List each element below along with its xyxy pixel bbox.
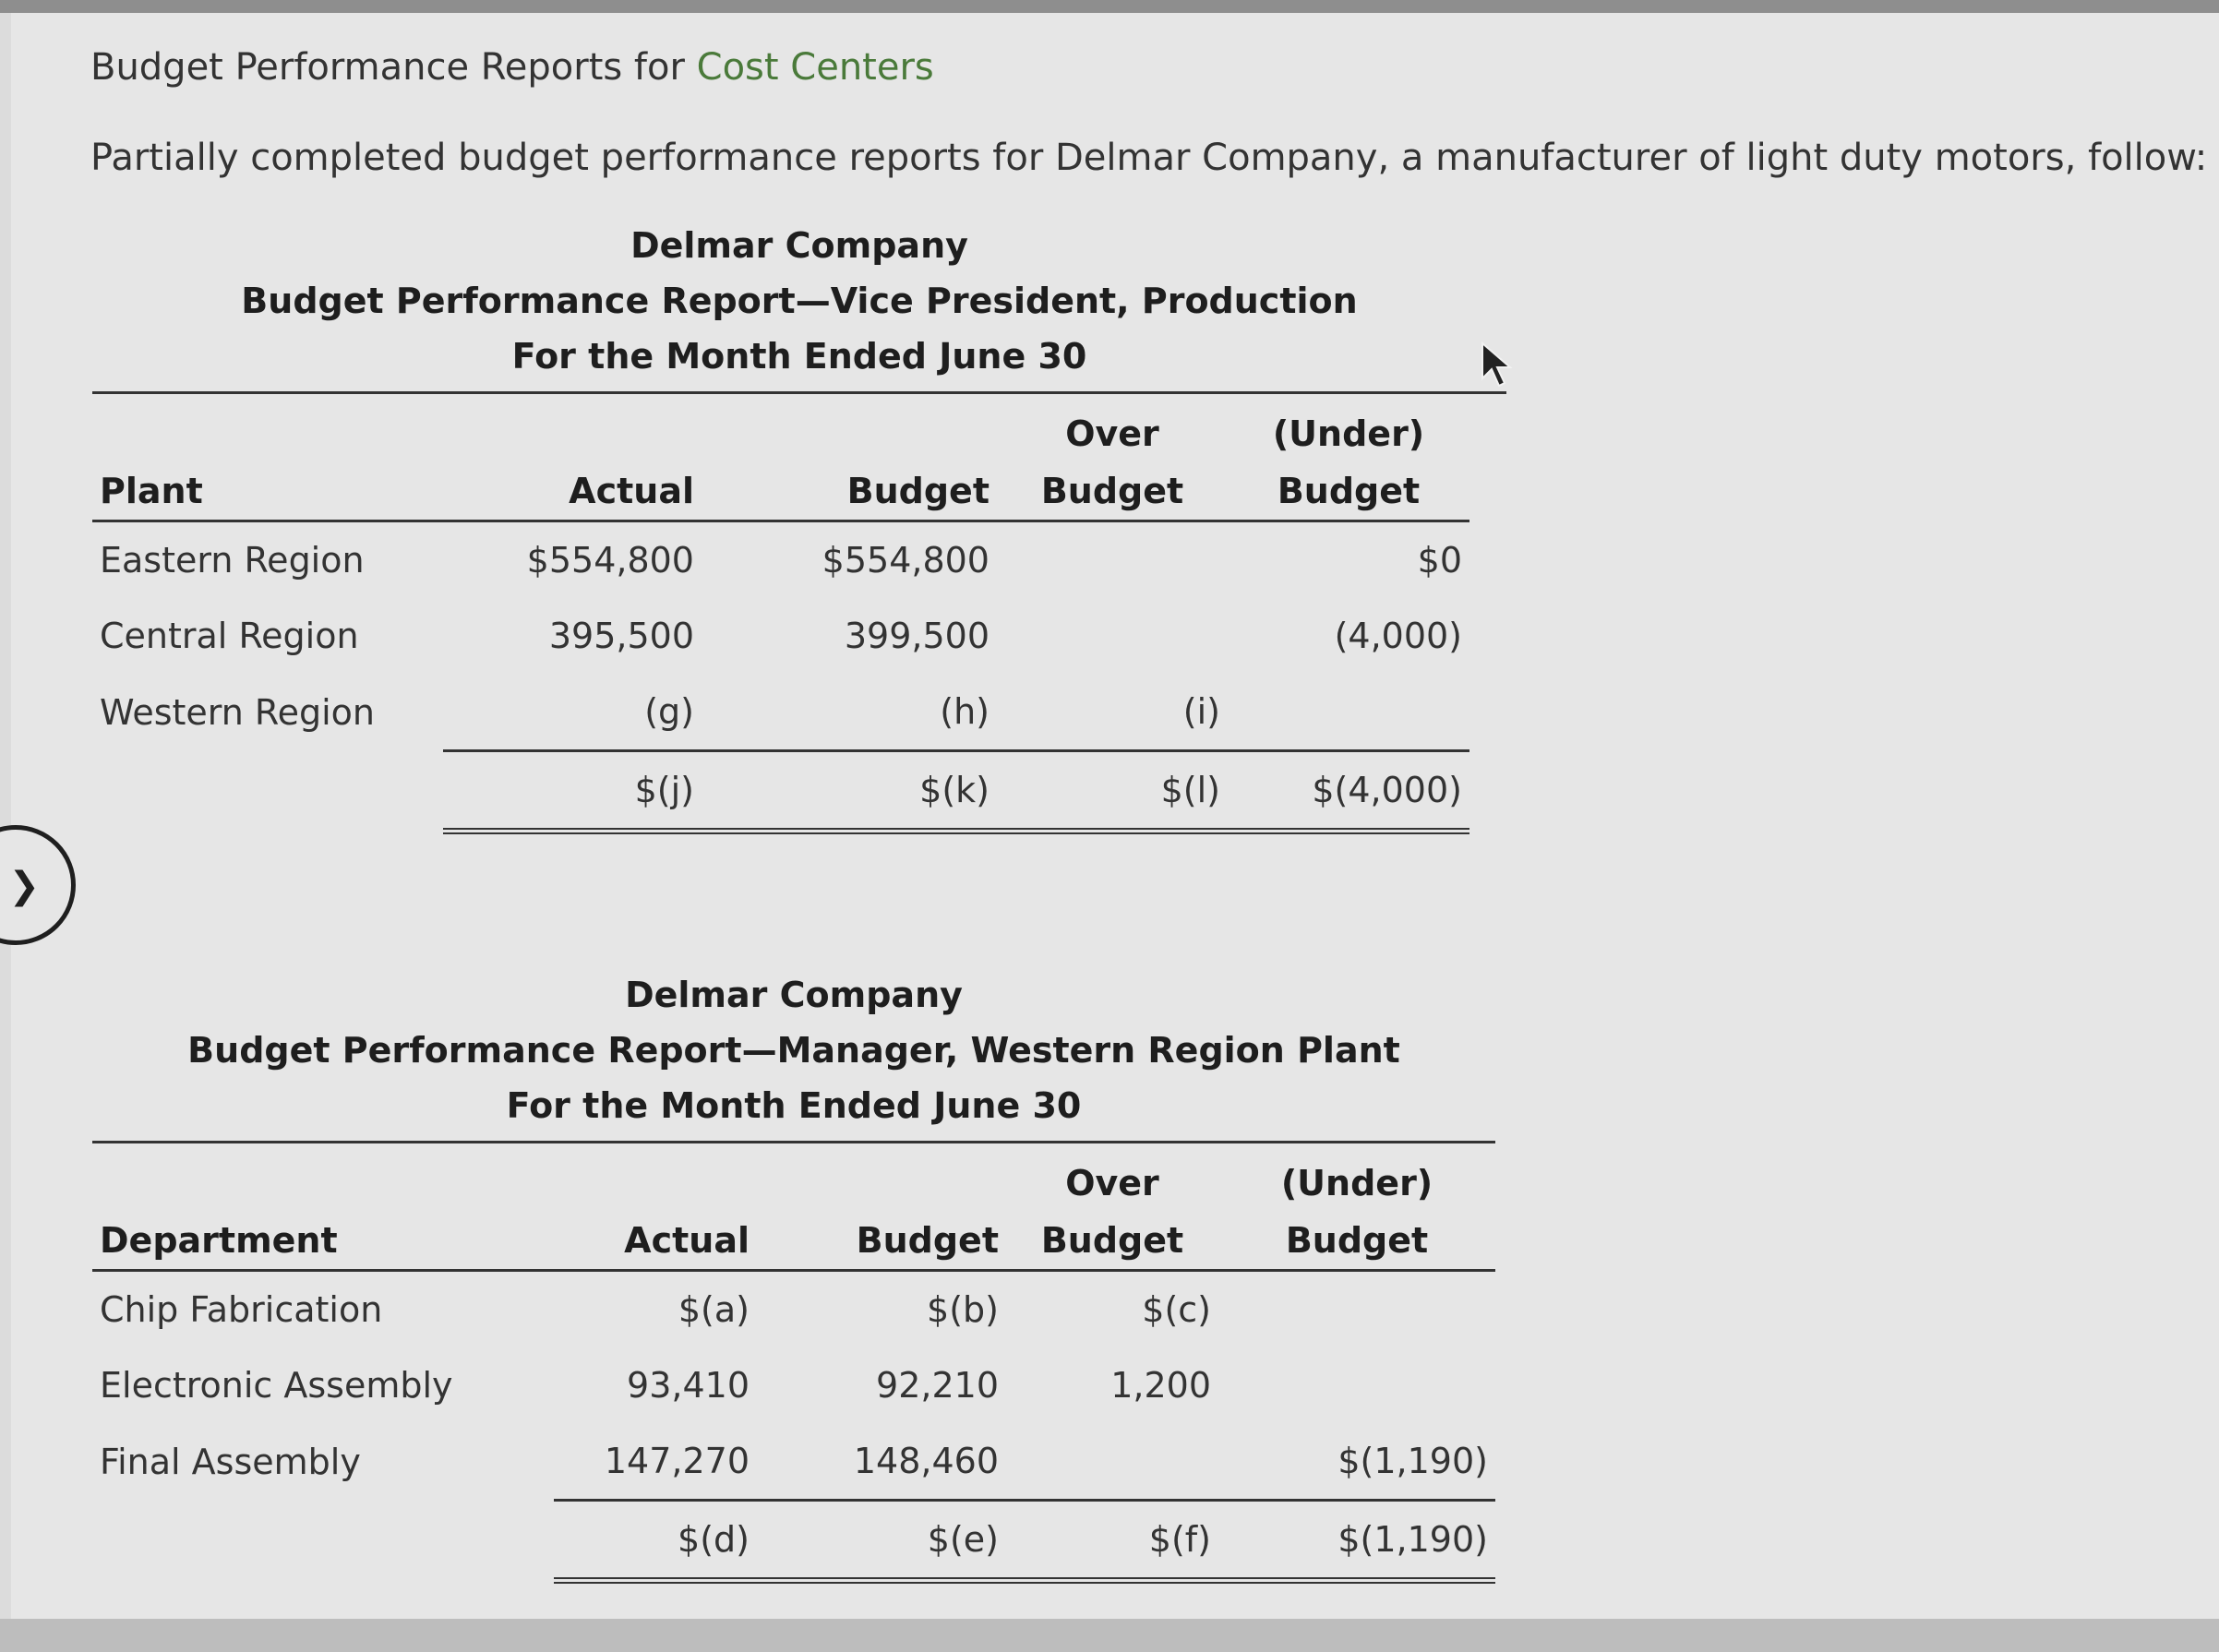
report2-table <box>92 1155 1495 1584</box>
row-label: Electronic Assembly <box>100 1365 453 1406</box>
side-nav-button[interactable] <box>0 825 76 945</box>
report2-header-budget: Budget <box>757 1155 1006 1271</box>
report1-header-actual: Actual <box>443 405 702 521</box>
cursor-arrow-icon <box>1481 341 1514 388</box>
report1-table <box>92 405 1469 834</box>
report2-header-under-bottom: Budget <box>1218 1212 1495 1271</box>
report-western-region-plant <box>92 967 1495 1584</box>
row-label: Final Assembly <box>100 1441 361 1482</box>
total-actual-cell: $(j) <box>443 751 702 832</box>
over-cell <box>997 598 1228 674</box>
total-label-spacer <box>92 1501 554 1581</box>
under-cell <box>1228 674 1469 751</box>
total-row <box>92 1501 1495 1581</box>
row-label: Chip Fabrication <box>100 1289 383 1330</box>
report1-header-over-top: Over <box>1065 413 1159 454</box>
intro-text: Partially completed budget performance reports for Delmar Company, a manufacturer of light duty motors, follow: <box>90 137 2208 179</box>
cost-centers-link[interactable]: Cost Centers <box>696 46 934 89</box>
actual-cell: $(a) <box>678 1289 750 1330</box>
total-over-cell: $(l) <box>997 751 1228 832</box>
report2-title: Budget Performance Report—Manager, Western Region Plant <box>187 1030 1400 1071</box>
report2-header-over-top: Over <box>1065 1163 1159 1203</box>
over-cell <box>1006 1423 1218 1501</box>
report2-header-row-top <box>92 1155 1495 1212</box>
total-budget-cell: $(k) <box>702 751 997 832</box>
budget-cell: 148,460 <box>757 1423 1006 1501</box>
under-cell <box>1218 1271 1495 1348</box>
table-row <box>92 674 1469 751</box>
total-over-cell: $(f) <box>1006 1501 1218 1581</box>
actual-cell: (g) <box>443 674 702 751</box>
total-actual-cell: $(d) <box>554 1501 757 1581</box>
over-cell: 1,200 <box>1110 1365 1211 1406</box>
total-label-spacer <box>92 751 443 832</box>
under-cell: (4,000) <box>1334 616 1462 656</box>
total-budget-cell: $(e) <box>757 1501 1006 1581</box>
actual-cell: $554,800 <box>526 540 694 581</box>
table-row <box>92 1423 1495 1501</box>
report1-header-plant: Plant <box>92 405 443 521</box>
row-label: Central Region <box>100 616 359 656</box>
budget-cell: $554,800 <box>822 540 990 581</box>
report1-header-under-top: (Under) <box>1272 413 1425 454</box>
budget-cell: 92,210 <box>876 1365 999 1406</box>
report2-title-rule <box>92 1141 1495 1143</box>
row-label: Western Region <box>100 691 376 733</box>
report1-header-row-top <box>92 405 1469 462</box>
actual-cell: 93,410 <box>627 1365 750 1406</box>
report2-header-actual: Actual <box>554 1155 757 1271</box>
under-cell <box>1218 1347 1495 1423</box>
table-row <box>92 1347 1495 1423</box>
chevron-right-icon: ❯ <box>8 865 40 907</box>
total-row <box>92 751 1469 832</box>
report1-header-under-bottom: Budget <box>1228 462 1469 521</box>
report-vp-production <box>92 218 1506 834</box>
over-cell: $(c) <box>1142 1289 1211 1330</box>
budget-cell: (h) <box>702 674 997 751</box>
report1-title-rule <box>92 391 1506 394</box>
report2-header-over-bottom: Budget <box>1006 1212 1218 1271</box>
report1-period: For the Month Ended June 30 <box>511 336 1087 377</box>
report2-header-under-top: (Under) <box>1280 1163 1433 1203</box>
bottom-bar <box>0 1619 2219 1652</box>
report1-company: Delmar Company <box>630 225 968 266</box>
report1-header-budget: Budget <box>702 405 997 521</box>
under-cell: $(1,190) <box>1218 1423 1495 1501</box>
over-cell: (i) <box>997 674 1228 751</box>
budget-cell: 399,500 <box>844 616 990 656</box>
table-row <box>92 598 1469 674</box>
budget-cell: $(b) <box>927 1289 999 1330</box>
page-content <box>8 13 2219 1619</box>
under-cell: $0 <box>1417 540 1462 581</box>
table-row <box>92 521 1469 599</box>
total-under-cell: $(1,190) <box>1218 1501 1495 1581</box>
page-heading <box>90 46 934 89</box>
total-under-cell: $(4,000) <box>1228 751 1469 832</box>
report2-company: Delmar Company <box>625 975 963 1015</box>
table-row <box>92 1271 1495 1348</box>
row-label: Eastern Region <box>100 540 365 581</box>
actual-cell: 395,500 <box>548 616 694 656</box>
over-cell <box>997 521 1228 599</box>
actual-cell: 147,270 <box>554 1423 757 1501</box>
report2-header-department: Department <box>92 1155 554 1271</box>
report2-period: For the Month Ended June 30 <box>506 1085 1082 1126</box>
report1-title: Budget Performance Report—Vice President, Production <box>241 281 1358 321</box>
report1-header-over-bottom: Budget <box>997 462 1228 521</box>
top-bar <box>0 0 2219 13</box>
heading-prefix: Budget Performance Reports for <box>90 46 697 89</box>
